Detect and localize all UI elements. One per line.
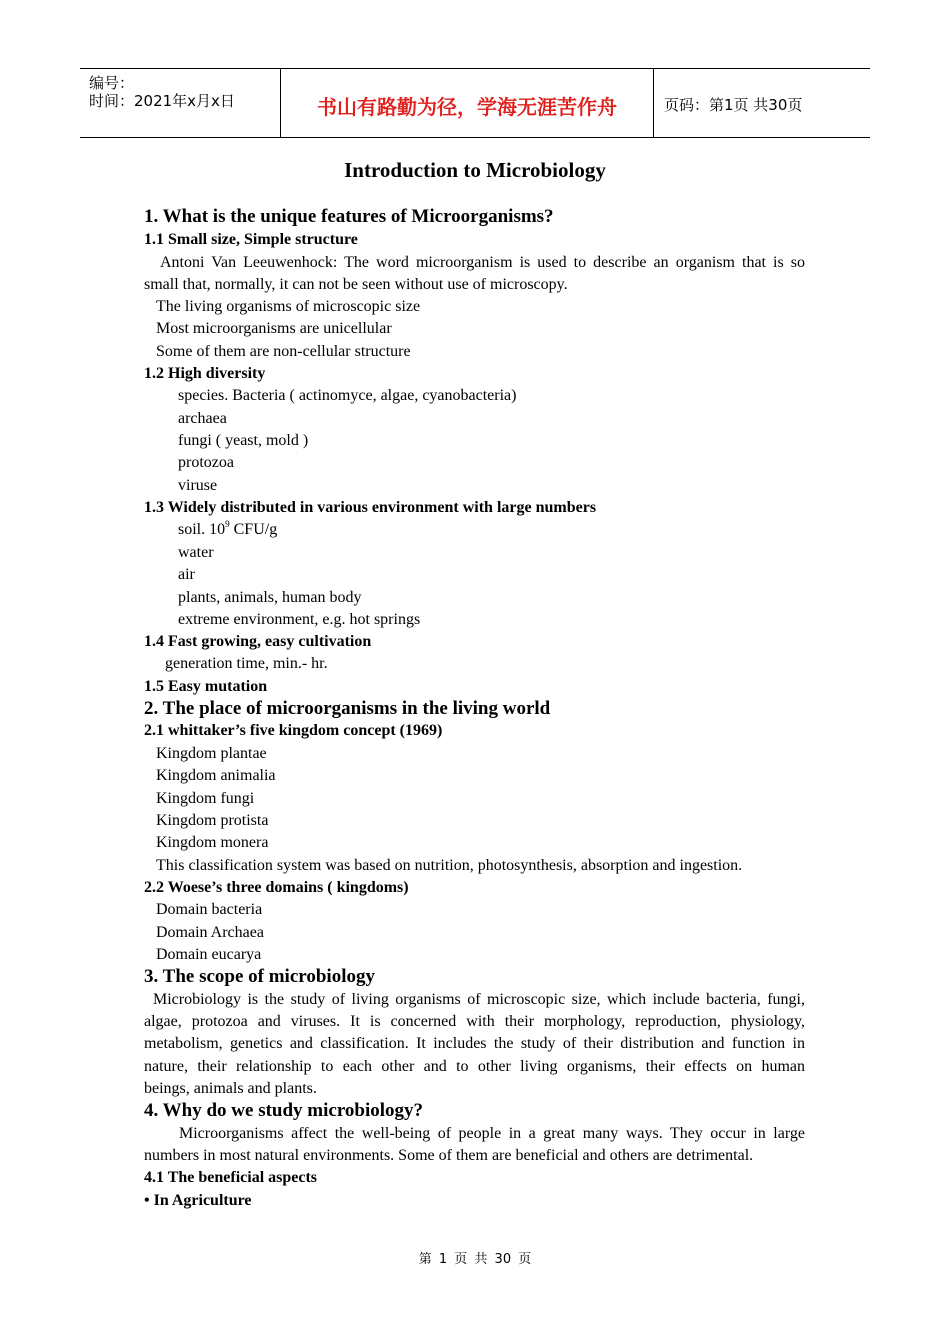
list-item: water <box>178 544 214 561</box>
motto: 书山有路勤为径，学海无涯苦作舟 <box>317 95 617 119</box>
list-item: Domain eucarya <box>156 946 262 963</box>
list-item: Domain Archaea <box>156 924 264 941</box>
section-4-1-heading: 4.1 The beneficial aspects <box>144 1169 318 1186</box>
section-1-2-heading: 1.2 High diversity <box>144 365 266 382</box>
paragraph-line: Antoni Van Leeuwenhock: The word microorganism is used to describe an organism that is so <box>160 254 805 271</box>
section-2-1-heading: 2.1 whittaker’s five kingdom concept (1969) <box>144 722 443 739</box>
list-item: species. Bacteria ( actinomyce, algae, cyanobacteria) <box>178 387 517 404</box>
list-item: Most microorganisms are unicellular <box>156 320 392 337</box>
section-1-heading: 1. What is the unique features of Microorganisms? <box>144 206 554 227</box>
list-item: Kingdom plantae <box>156 745 267 762</box>
header-page-cell <box>654 69 870 137</box>
list-item: air <box>178 566 195 583</box>
section-2-2-heading: 2.2 Woese’s three domains ( kingdoms) <box>144 879 409 896</box>
soil-prefix: soil. 10 <box>178 521 226 538</box>
list-item: Kingdom monera <box>156 834 269 851</box>
soil-exponent: 9 <box>225 519 230 529</box>
list-item: Some of them are non-cellular structure <box>156 343 411 360</box>
paragraph-line: metabolism, genetics and classification. It includes the study of their distribution and function in <box>144 1035 805 1052</box>
list-item: generation time, min.- hr. <box>165 655 328 672</box>
list-item: extreme environment, e.g. hot springs <box>178 611 421 628</box>
time-label: 时间：2021年x月x日 <box>89 92 235 110</box>
paragraph-line: nature, their relationship to each other and to other living organisms, their effects on human <box>144 1058 805 1075</box>
list-item: Kingdom fungi <box>156 790 255 807</box>
document-title: Introduction to Microbiology <box>344 158 606 182</box>
list-item: fungi ( yeast, mold ) <box>178 432 309 449</box>
number-label: 编号： <box>89 74 135 92</box>
list-item-soil <box>178 520 277 540</box>
header-meta-cell <box>80 69 281 137</box>
page-footer: 第 1 页 共 30 页 <box>418 1252 532 1267</box>
list-item: viruse <box>178 477 218 494</box>
soil-unit: CFU/g <box>229 521 278 538</box>
section-1-5-heading: 1.5 Easy mutation <box>144 678 268 695</box>
bullet-agriculture: • In Agriculture <box>144 1192 252 1209</box>
paragraph-line: algae, protozoa and viruses. It is concerned with their morphology, reproduction, physiology, <box>144 1013 805 1030</box>
paragraph-line: Microbiology is the study of living organisms of microscopic size, which include bacteria, fungi, <box>153 991 805 1008</box>
section-1-1-heading: 1.1 Small size, Simple structure <box>144 231 358 248</box>
list-item: The living organisms of microscopic size <box>156 298 421 315</box>
section-4-heading: 4. Why do we study microbiology? <box>144 1100 424 1121</box>
section-2-heading: 2. The place of microorganisms in the living world <box>144 698 551 719</box>
paragraph-line: Microorganisms affect the well-being of people in a great many ways. They occur in large <box>179 1125 805 1142</box>
page-header <box>80 68 870 138</box>
list-item: plants, animals, human body <box>178 589 362 606</box>
section-1-3-heading: 1.3 Widely distributed in various environment with large numbers <box>144 499 597 516</box>
list-item: protozoa <box>178 454 234 471</box>
section-3-heading: 3. The scope of microbiology <box>144 966 375 987</box>
paragraph-line: beings, animals and plants. <box>144 1080 317 1097</box>
header-motto-cell <box>281 69 654 137</box>
list-item: Kingdom protista <box>156 812 269 829</box>
section-1-4-heading: 1.4 Fast growing, easy cultivation <box>144 633 372 650</box>
list-item: This classification system was based on nutrition, photosynthesis, absorption and ingestion. <box>156 857 743 874</box>
paragraph-line: numbers in most natural environments. Some of them are beneficial and others are detrimental. <box>144 1147 754 1164</box>
list-item: Domain bacteria <box>156 901 263 918</box>
paragraph-line: small that, normally, it can not be seen without use of microscopy. <box>144 276 568 293</box>
list-item: archaea <box>178 410 227 427</box>
list-item: Kingdom animalia <box>156 767 276 784</box>
page-code: 页码：第1页 共30页 <box>664 96 803 114</box>
